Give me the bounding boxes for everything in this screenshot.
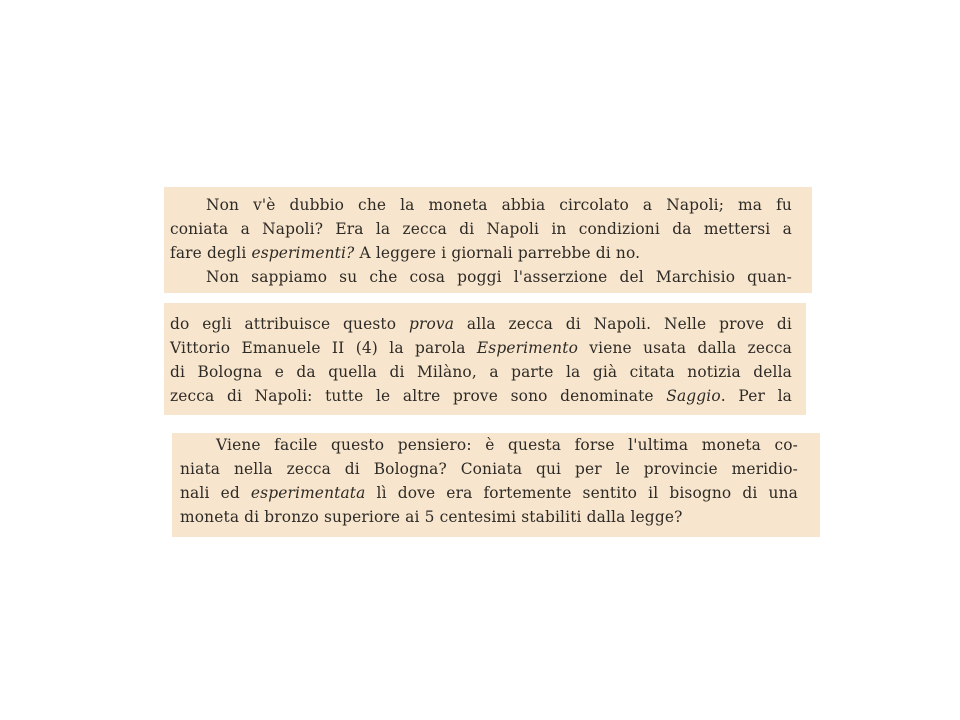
- text-clipping-3: [172, 433, 820, 537]
- text-line: nali ed esperimentata lì dove era fortemente sentito il bisogno di una: [180, 484, 798, 502]
- italic-term: Saggio: [666, 387, 721, 405]
- text-line: niata nella zecca di Bologna? Coniata qui per le provincie meridio-: [180, 460, 798, 478]
- text-line: do egli attribuisce questo prova alla zecca di Napoli. Nelle prove di: [170, 315, 792, 333]
- text-line: Vittorio Emanuele II (4) la parola Esperimento viene usata dalla zecca: [170, 339, 792, 357]
- italic-term: Esperimento: [476, 339, 578, 357]
- text-line: Non sappiamo su che cosa poggi l'asserzione del Marchisio quan-: [206, 268, 792, 286]
- text-line: Viene facile questo pensiero: è questa forse l'ultima moneta co-: [216, 436, 798, 454]
- text-line: fare degli esperimenti? A leggere i giornali parrebbe di no.: [170, 244, 641, 262]
- text-clipping-1: [164, 187, 812, 293]
- text-line: moneta di bronzo superiore ai 5 centesimi stabiliti dalla legge?: [180, 508, 683, 526]
- text-line: Non v'è dubbio che la moneta abbia circolato a Napoli; ma fu: [206, 196, 792, 214]
- text-line: zecca di Napoli: tutte le altre prove sono denominate Saggio. Per la: [170, 387, 792, 405]
- italic-term: esperimenti?: [251, 244, 355, 262]
- text-line: di Bologna e da quella di Milàno, a parte la già citata notizia della: [170, 363, 792, 381]
- text-line: coniata a Napoli? Era la zecca di Napoli in condizioni da mettersi a: [170, 220, 792, 238]
- italic-term: esperimentata: [250, 484, 366, 502]
- text-clipping-2: [164, 303, 806, 415]
- italic-term: prova: [409, 315, 455, 333]
